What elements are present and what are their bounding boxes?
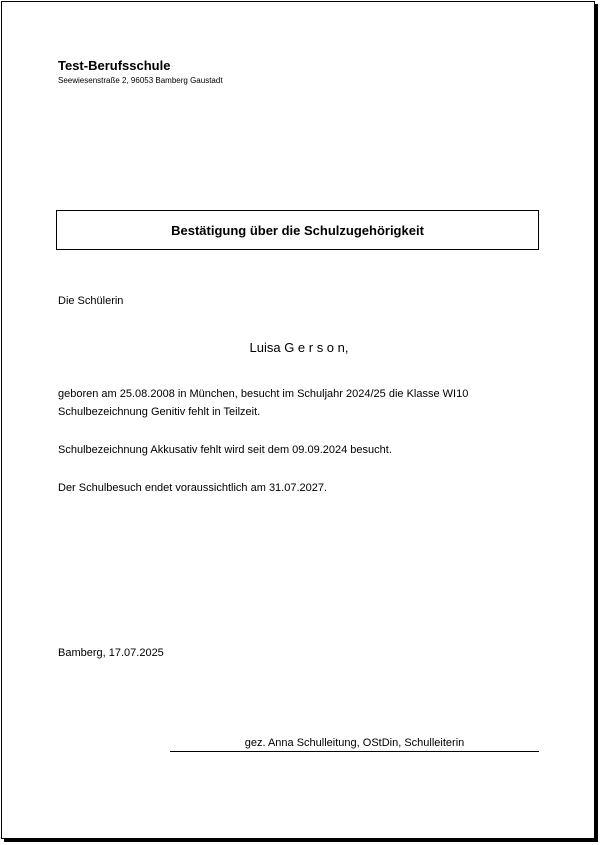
school-address: Seewiesenstraße 2, 96053 Bamberg Gaustadt [58, 76, 223, 85]
title-box [56, 210, 539, 250]
page-shadow-right [595, 4, 598, 842]
page-shadow-bottom [4, 839, 598, 842]
school-designation-line: Schulbezeichnung Genitiv fehlt in Teilzeit. [58, 406, 261, 418]
intro-text: Die Schülerin [58, 295, 124, 307]
document-title: Bestätigung über die Schulzugehörigkeit [171, 222, 424, 238]
student-name: Luisa G e r s o n, [249, 340, 349, 355]
birth-class-line: geboren am 25.08.2008 in München, besucht im Schuljahr 2024/25 die Klasse WI10 [58, 388, 469, 400]
signature-line: gez. Anna Schulleitung, OStDin, Schulleiterin [170, 736, 539, 752]
attendance-end-line: Der Schulbesuch endet voraussichtlich am 31.07.2027. [58, 482, 328, 494]
attendance-start-line: Schulbezeichnung Akkusativ fehlt wird seit dem 09.09.2024 besucht. [58, 444, 392, 456]
school-name: Test-Berufsschule [58, 58, 171, 73]
place-date: Bamberg, 17.07.2025 [58, 647, 164, 659]
